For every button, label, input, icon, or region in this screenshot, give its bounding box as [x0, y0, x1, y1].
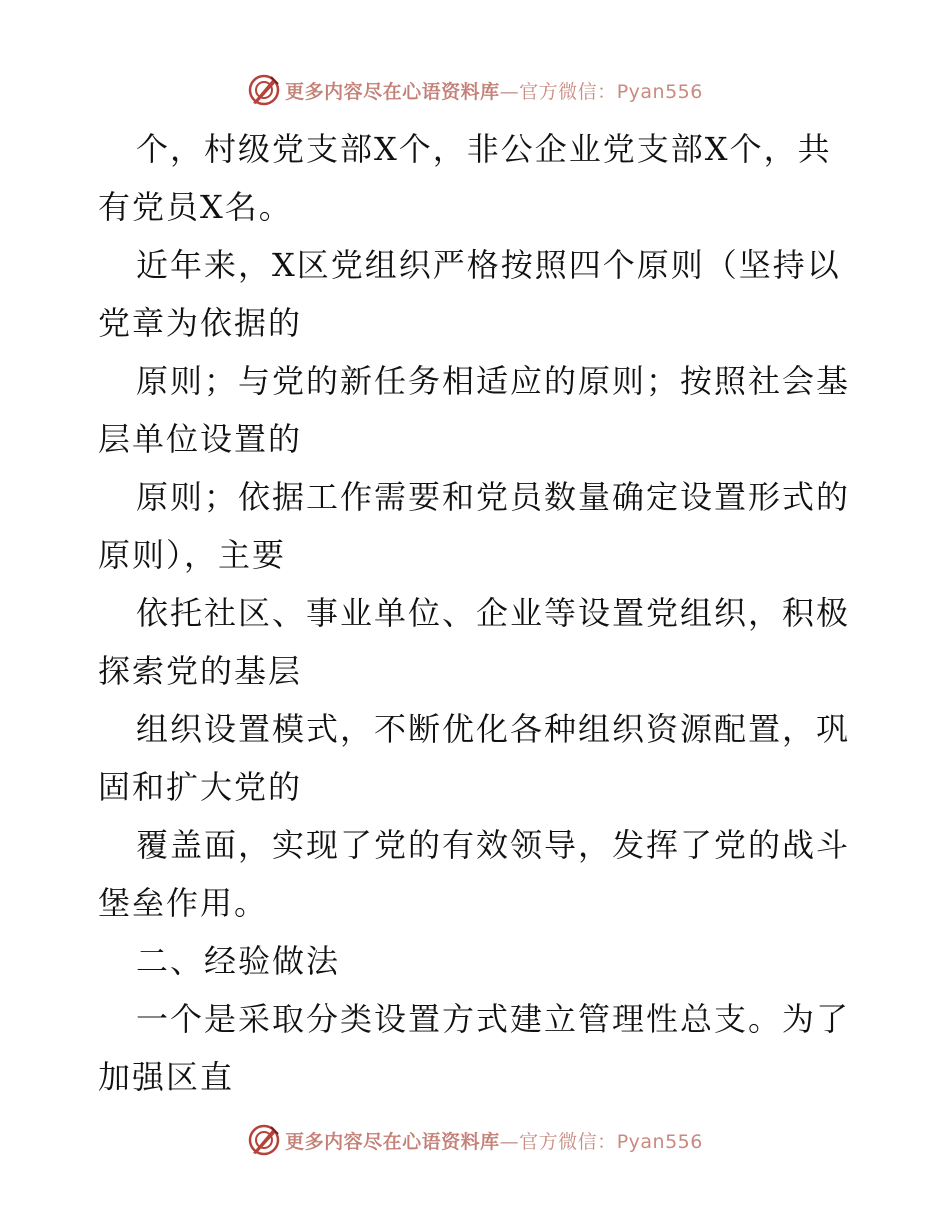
text-line: 加强区直 — [98, 1058, 235, 1096]
footer-watermark — [0, 1120, 950, 1160]
quill-logo-icon — [247, 73, 281, 107]
text-line: 原则；依据工作需要和党员数量确定设置形式的 — [136, 478, 851, 516]
watermark-id: Pyan556 — [616, 1130, 703, 1153]
text-line: 原则），主要 — [98, 536, 287, 574]
text-line: 一个是采取分类设置方式建立管理性总支。为了 — [136, 1000, 851, 1038]
text-line: 覆盖面，实现了党的有效领导，发挥了党的战斗 — [136, 826, 851, 864]
text-line: 层单位设置的 — [98, 420, 303, 458]
text-line: 有党员X名。 — [98, 188, 293, 226]
header-watermark — [0, 70, 950, 110]
text-line: 组织设置模式，不断优化各种组织资源配置，巩 — [136, 710, 851, 748]
watermark-id: Pyan556 — [616, 80, 703, 103]
watermark-main: 更多内容尽在心语资料库 — [285, 80, 500, 103]
document-body — [98, 120, 858, 1106]
watermark-dash: — — [499, 1130, 520, 1153]
watermark-main: 更多内容尽在心语资料库 — [285, 1130, 500, 1153]
text-line: 个，村级党支部X个，非公企业党支部X个，共 — [136, 130, 832, 168]
section-heading: 二、经验做法 — [136, 942, 341, 980]
text-line: 堡垒作用。 — [98, 884, 269, 922]
watermark-text — [285, 1127, 703, 1154]
text-line: 固和扩大党的 — [98, 768, 303, 806]
watermark-sub: 官方微信： — [519, 1130, 617, 1153]
watermark-text — [285, 77, 703, 104]
text-line: 党章为依据的 — [98, 304, 303, 342]
watermark-sub: 官方微信： — [519, 80, 617, 103]
text-line: 原则；与党的新任务相适应的原则；按照社会基 — [136, 362, 851, 400]
watermark-dash: — — [499, 80, 520, 103]
text-line: 依托社区、事业单位、企业等设置党组织，积极 — [136, 594, 851, 632]
text-line: 探索党的基层 — [98, 652, 303, 690]
text-line: 近年来，X区党组织严格按照四个原则（坚持以 — [136, 246, 841, 284]
quill-logo-icon — [247, 1123, 281, 1157]
